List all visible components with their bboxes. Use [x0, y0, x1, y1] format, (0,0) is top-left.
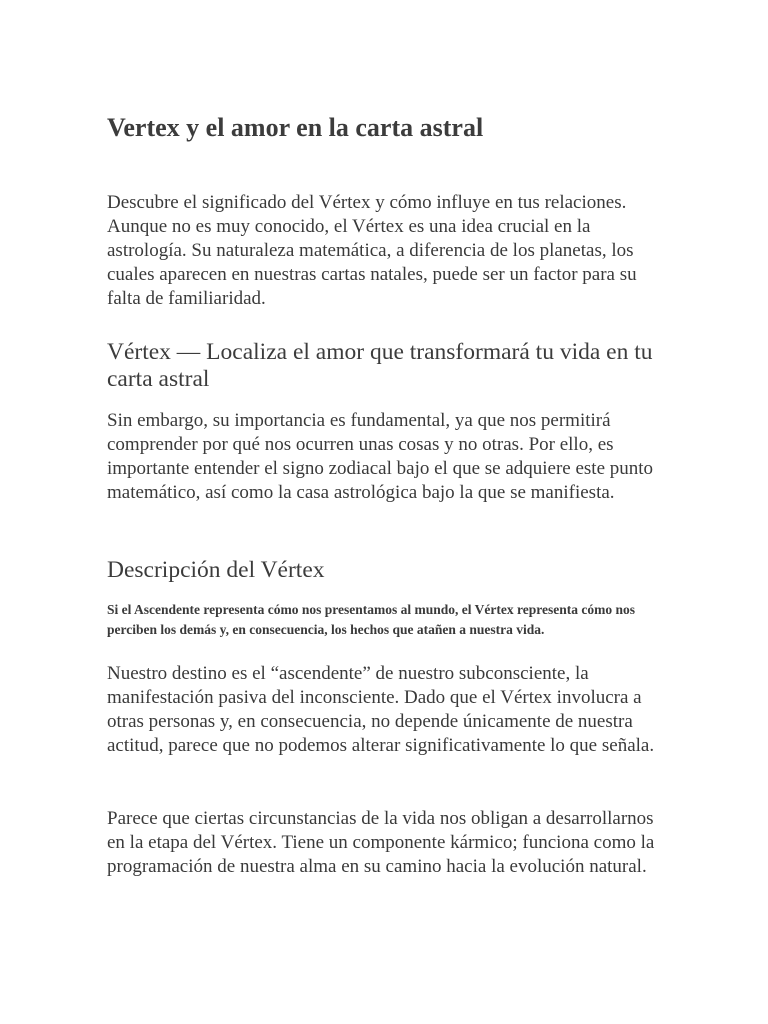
page-title: Vertex y el amor en la carta astral — [107, 113, 484, 142]
destiny-paragraph: Nuestro destino es el “ascendente” de nuestro subconsciente, la manifestación pasiva del inconsciente. Dado que el Vértex involucra a otras personas y, en consecuencia, no depende únicamente de nuestra actitud, parece que no podemos alterar significativamente lo que señala. — [107, 663, 655, 756]
section-heading-vertex: Vértex — Localiza el amor que transformará tu vida en tu carta astral — [107, 339, 653, 392]
highlight-note: Si el Ascendente representa cómo nos presentamos al mundo, el Vértex representa cómo nos perciben los demás y, en consecuencia, los hechos que atañen a nuestra vida. — [107, 602, 635, 637]
intro-paragraph: Descubre el significado del Vértex y cómo influye en tus relaciones. Aunque no es muy conocido, el Vértex es una idea crucial en la astrología. Su naturaleza matemática, a diferencia de los planetas, los cuales aparecen en nuestras cartas natales, puede ser un factor para su falta de familiaridad. — [107, 192, 637, 309]
section-heading-description: Descripción del Vértex — [107, 557, 325, 583]
importance-paragraph: Sin embargo, su importancia es fundamental, ya que nos permitirá comprender por qué nos ocurren unas cosas y no otras. Por ello, es importante entender el signo zodiacal bajo el que se adquiere este punto matemático, así como la casa astrológica bajo la que se manifiesta. — [107, 410, 654, 503]
karmic-paragraph: Parece que ciertas circunstancias de la vida nos obligan a desarrollarnos en la etapa del Vértex. Tiene un componente kármico; funciona como la programación de nuestra alma en su camino hacia la evolución natural. — [107, 808, 655, 877]
